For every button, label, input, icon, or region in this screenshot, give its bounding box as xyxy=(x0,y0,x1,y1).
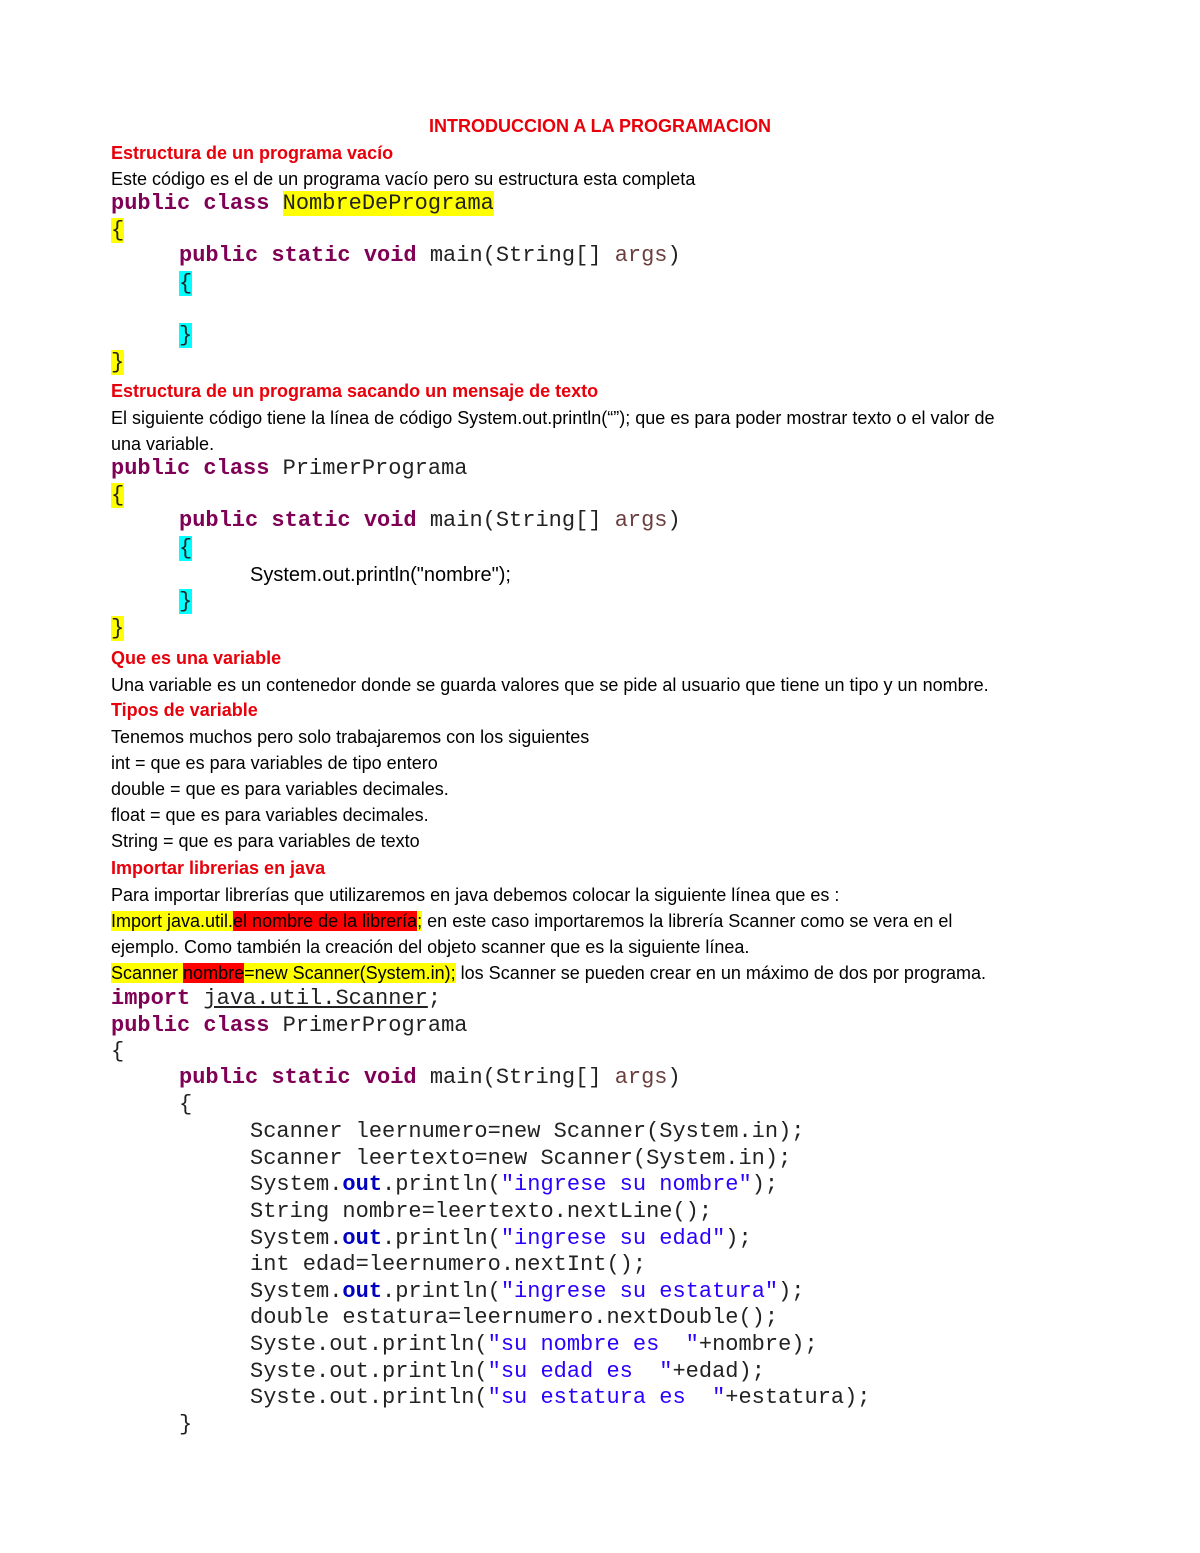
code-line: String nombre=leertexto.nextLine(); xyxy=(250,1199,713,1224)
import-library-name: el nombre de la librería xyxy=(233,911,418,931)
code-field: out xyxy=(342,1172,383,1197)
list-item: String = que es para variables de texto xyxy=(111,831,420,851)
code-keyword: public static void xyxy=(179,508,430,533)
import-explanation: en este caso importaremos la librería Scanner como se vera en el xyxy=(422,911,953,931)
code-line xyxy=(179,589,192,615)
code-line xyxy=(179,536,192,562)
code-line xyxy=(111,218,124,244)
code-line xyxy=(250,1332,818,1358)
code-println-line: System.out.println("nombre"); xyxy=(250,564,511,586)
code-brace: } xyxy=(179,323,193,348)
code-brace: } xyxy=(179,1412,193,1437)
code-text: .println( xyxy=(382,1279,501,1304)
import-prefix: Import java.util. xyxy=(111,911,234,931)
code-line xyxy=(179,323,192,349)
code-keyword: public static void xyxy=(179,243,430,268)
code-line xyxy=(111,1039,124,1065)
code-text: System. xyxy=(250,1226,343,1251)
code-keyword: public class xyxy=(111,191,283,216)
code-text: Syste.out.println( xyxy=(250,1332,488,1357)
section-text-empty-program: Este código es el de un programa vacío pero su estructura esta completa xyxy=(111,169,696,189)
section-heading-import: Importar librerias en java xyxy=(111,858,326,878)
code-text: +edad); xyxy=(672,1359,765,1384)
code-text: +nombre); xyxy=(698,1332,818,1357)
section-text-variable: Una variable es un contenedor donde se guarda valores que se pide al usuario que tiene un tipo y un nombre. xyxy=(111,675,989,695)
list-item: double = que es para variables decimales. xyxy=(111,779,449,799)
code-text: main(String[] xyxy=(429,243,615,268)
code-line xyxy=(179,1092,192,1118)
code-text: ); xyxy=(725,1226,752,1251)
code-text: ) xyxy=(667,243,681,268)
code-args: args xyxy=(614,1065,668,1090)
document-title: INTRODUCCION A LA PROGRAMACION xyxy=(429,116,771,136)
code-brace: { xyxy=(179,1092,193,1117)
code-string: "su estatura es " xyxy=(487,1385,726,1410)
code-text: .println( xyxy=(382,1226,501,1251)
code-line xyxy=(111,483,124,509)
code-text: main(String[] xyxy=(429,508,615,533)
code-string: "su edad es " xyxy=(487,1359,673,1384)
code-keyword: public class xyxy=(111,1013,283,1038)
scanner-rest: =new Scanner(System.in); xyxy=(244,963,456,983)
code-line xyxy=(111,616,124,642)
import-semicolon: ; xyxy=(417,911,423,931)
code-brace: { xyxy=(111,1039,125,1064)
code-string: "ingrese su estatura" xyxy=(500,1279,779,1304)
list-item: Tenemos muchos pero solo trabajaremos con los siguientes xyxy=(111,727,590,747)
section-text-line: Para importar librerías que utilizaremos en java debemos colocar la siguiente línea que es : xyxy=(111,885,840,905)
code-line xyxy=(250,1359,765,1385)
code-args: args xyxy=(614,243,668,268)
code-class-name: NombreDePrograma xyxy=(282,191,494,216)
code-import-path: java.util.Scanner xyxy=(203,986,428,1011)
code-text: System. xyxy=(250,1279,343,1304)
code-line xyxy=(250,1279,805,1305)
code-keyword: public static void xyxy=(179,1065,430,1090)
code-line xyxy=(111,1013,467,1039)
code-text: main(String[] xyxy=(429,1065,615,1090)
code-text: ); xyxy=(778,1279,805,1304)
code-text: +estatura); xyxy=(725,1385,871,1410)
code-keyword: public class xyxy=(111,456,283,481)
section-heading-message-program: Estructura de un programa sacando un mensaje de texto xyxy=(111,381,599,401)
code-brace: } xyxy=(111,616,125,641)
code-line xyxy=(111,191,494,217)
code-line xyxy=(250,1226,752,1252)
code-text: ) xyxy=(667,1065,681,1090)
code-line xyxy=(179,508,681,534)
code-class-name: PrimerPrograma xyxy=(282,1013,468,1038)
code-line xyxy=(111,350,124,376)
code-string: "ingrese su edad" xyxy=(500,1226,726,1251)
code-string: "su nombre es " xyxy=(487,1332,699,1357)
code-text: .println( xyxy=(382,1172,501,1197)
code-line xyxy=(179,243,681,269)
list-item: float = que es para variables decimales. xyxy=(111,805,429,825)
code-line xyxy=(250,1385,871,1411)
section-text-line: una variable. xyxy=(111,434,215,454)
scanner-explanation: los Scanner se pueden crear en un máximo de dos por programa. xyxy=(455,963,986,983)
code-line xyxy=(111,986,441,1012)
code-brace: { xyxy=(179,271,193,296)
section-text-line: ejemplo. Como también la creación del objeto scanner que es la siguiente línea. xyxy=(111,937,750,957)
code-brace: { xyxy=(111,483,125,508)
code-brace: { xyxy=(179,536,193,561)
code-brace: } xyxy=(179,589,193,614)
code-string: "ingrese su nombre" xyxy=(500,1172,752,1197)
scanner-prefix: Scanner xyxy=(111,963,184,983)
list-item: int = que es para variables de tipo entero xyxy=(111,753,438,773)
section-text-line: El siguiente código tiene la línea de código System.out.println(“”); que es para poder mostrar texto o el valor de xyxy=(111,408,995,428)
code-args: args xyxy=(614,508,668,533)
code-class-name: PrimerPrograma xyxy=(282,456,468,481)
code-field: out xyxy=(342,1279,383,1304)
code-line: int edad=leernumero.nextInt(); xyxy=(250,1252,647,1277)
code-text: Syste.out.println( xyxy=(250,1385,488,1410)
section-text-line xyxy=(111,910,952,932)
code-line: Scanner leertexto=new Scanner(System.in); xyxy=(250,1146,792,1171)
code-field: out xyxy=(342,1226,383,1251)
code-line xyxy=(250,1172,778,1198)
scanner-name: nombre xyxy=(183,963,245,983)
section-text-line xyxy=(111,962,986,984)
code-text: ; xyxy=(427,986,442,1011)
code-text: ) xyxy=(667,508,681,533)
code-text: ); xyxy=(751,1172,779,1197)
section-heading-variable-types: Tipos de variable xyxy=(111,700,258,720)
section-heading-variable: Que es una variable xyxy=(111,648,282,668)
code-keyword: import xyxy=(111,986,204,1011)
code-line xyxy=(179,1065,681,1091)
section-heading-empty-program: Estructura de un programa vacío xyxy=(111,143,394,163)
code-text: Syste.out.println( xyxy=(250,1359,488,1384)
code-line: Scanner leernumero=new Scanner(System.in); xyxy=(250,1119,805,1144)
code-brace: { xyxy=(111,218,125,243)
code-brace: } xyxy=(111,350,125,375)
code-line xyxy=(179,1412,192,1438)
code-line xyxy=(179,271,192,297)
code-text: System. xyxy=(250,1172,343,1197)
code-line xyxy=(111,456,467,482)
code-line: double estatura=leernumero.nextDouble(); xyxy=(250,1305,779,1330)
